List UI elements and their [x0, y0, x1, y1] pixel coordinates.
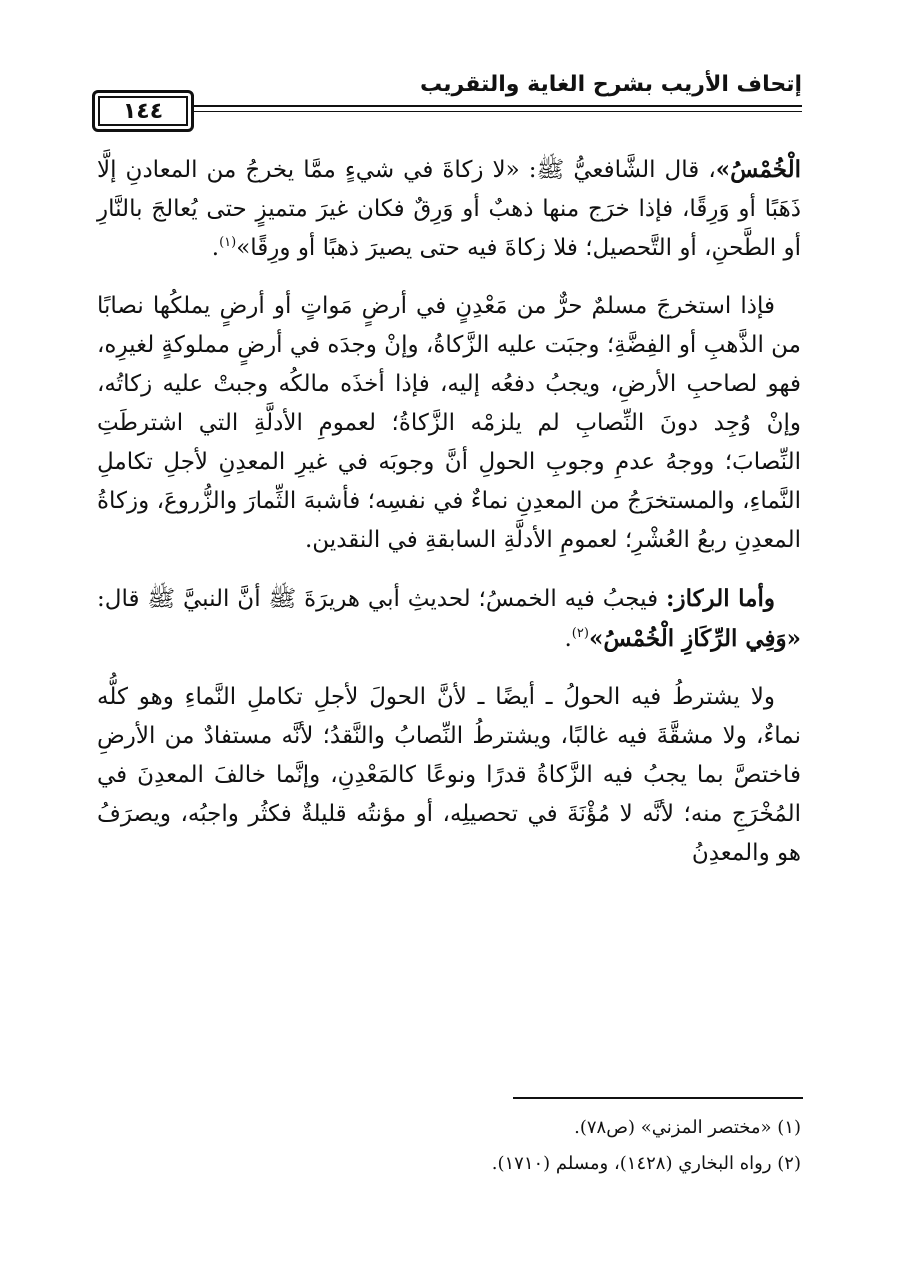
paragraph-tail: . — [564, 626, 572, 652]
header-rule — [92, 105, 802, 107]
header-rule-thin — [92, 111, 802, 112]
paragraph-lead: الْخُمْسُ» — [715, 156, 801, 183]
paragraph-text: فيجبُ فيه الخمسُ؛ لحديثِ أبي هريرَةَ ﷺ أنَّ النبيَّ ﷺ قال: — [97, 586, 666, 612]
paragraph — [97, 150, 801, 268]
page-number: ١٤٤ — [92, 90, 194, 132]
running-title: إتحاف الأريب بشرح الغاية والتقريب — [419, 72, 802, 97]
paragraph-tail: . — [211, 235, 220, 261]
footnote: (١) «مختصر المزني» (ص٧٨). — [574, 1117, 801, 1138]
footnote-ref: (٢) — [571, 626, 589, 641]
paragraph-text: ، قال الشَّافعيُّ ﷺ: «لا زكاةَ في شيءٍ ممَّا يخرجُ من المعادنِ إلَّا ذَهَبًا أو وَرِقًا، فإذا خرَج منها ذهبٌ أو وَرِقٌ فكان غيرَ متميزٍ حتى يُعالجَ بالنَّارِ أو الطَّحنِ، أو التَّحصيل؛ فلا زكاةَ فيه حتى يصيرَ ذهبًا أو ورِقًا» — [97, 157, 801, 261]
footnote-separator — [513, 1097, 803, 1099]
page-header — [92, 72, 802, 132]
footnote-ref: (١) — [219, 235, 237, 250]
paragraph — [97, 579, 801, 659]
main-text — [97, 150, 801, 892]
hadith-quote: «وَفِي الرِّكَازِ الْخُمْسُ» — [588, 625, 801, 652]
paragraph — [97, 678, 801, 873]
paragraph-text: فإذا استخرجَ مسلمٌ حرٌّ من مَعْدِنٍ في أرضٍ مَواتٍ أو أرضٍ يملكُها نصابًا من الذَّهبِ أو الفِضَّةِ؛ وجبَت عليه الزَّكاةُ، وإنْ وجدَه في أرضٍ مملوكةٍ لغيرِه، فهو لصاحبِ الأرضِ، ويجبُ دفعُه إليه، فإذا أخذَه مالكُه وجبتْ عليه زكاتُه، وإنْ وُجِد دونَ النِّصابِ لم يلزمْه الزَّكاةُ؛ لعمومِ الأدلَّةِ التي اشترطَتِ النِّصابَ؛ ووجهُ عدمِ وجوبِ الحولِ أنَّ وجوبَه في غيرِ المعدِنِ لأجلِ تكاملِ النَّماءِ، والمستخرَجُ من المعدِنِ نماءٌ في نفسِه؛ فأشبهَ الثِّمارَ والزُّروعَ، وزكاةُ المعدِنِ ربعُ العُشْرِ؛ لعمومِ الأدلَّةِ السابقةِ في النقدين. — [97, 293, 801, 553]
footnotes — [97, 1110, 801, 1182]
paragraph-lead: وأما الركاز: — [665, 585, 776, 612]
paragraph — [97, 287, 801, 560]
footnote: (٢) رواه البخاري (١٤٢٨)، ومسلم (١٧١٠). — [491, 1153, 801, 1174]
paragraph-text: ولا يشترطُ فيه الحولُ ـ أيضًا ـ لأنَّ الحولَ لأجلِ تكاملِ النَّماءِ وهو كلُّه نماءٌ، ولا مشقَّةَ فيه غالبًا، ويشترطُ النِّصابُ والنَّقدُ؛ لأنَّه مستفادٌ من الأرضِ فاختصَّ بما يجبُ فيه الزَّكاةُ قدرًا ونوعًا كالمَعْدِنِ، وإنَّما خالفَ المعدِنَ في المُخْرَجِ منه؛ لأنَّه لا مُؤْنَةَ في تحصيلِه، أو مؤنتُه قليلةٌ فكثُر واجبُه، ويصرَفُ هو والمعدِنُ — [97, 684, 801, 866]
